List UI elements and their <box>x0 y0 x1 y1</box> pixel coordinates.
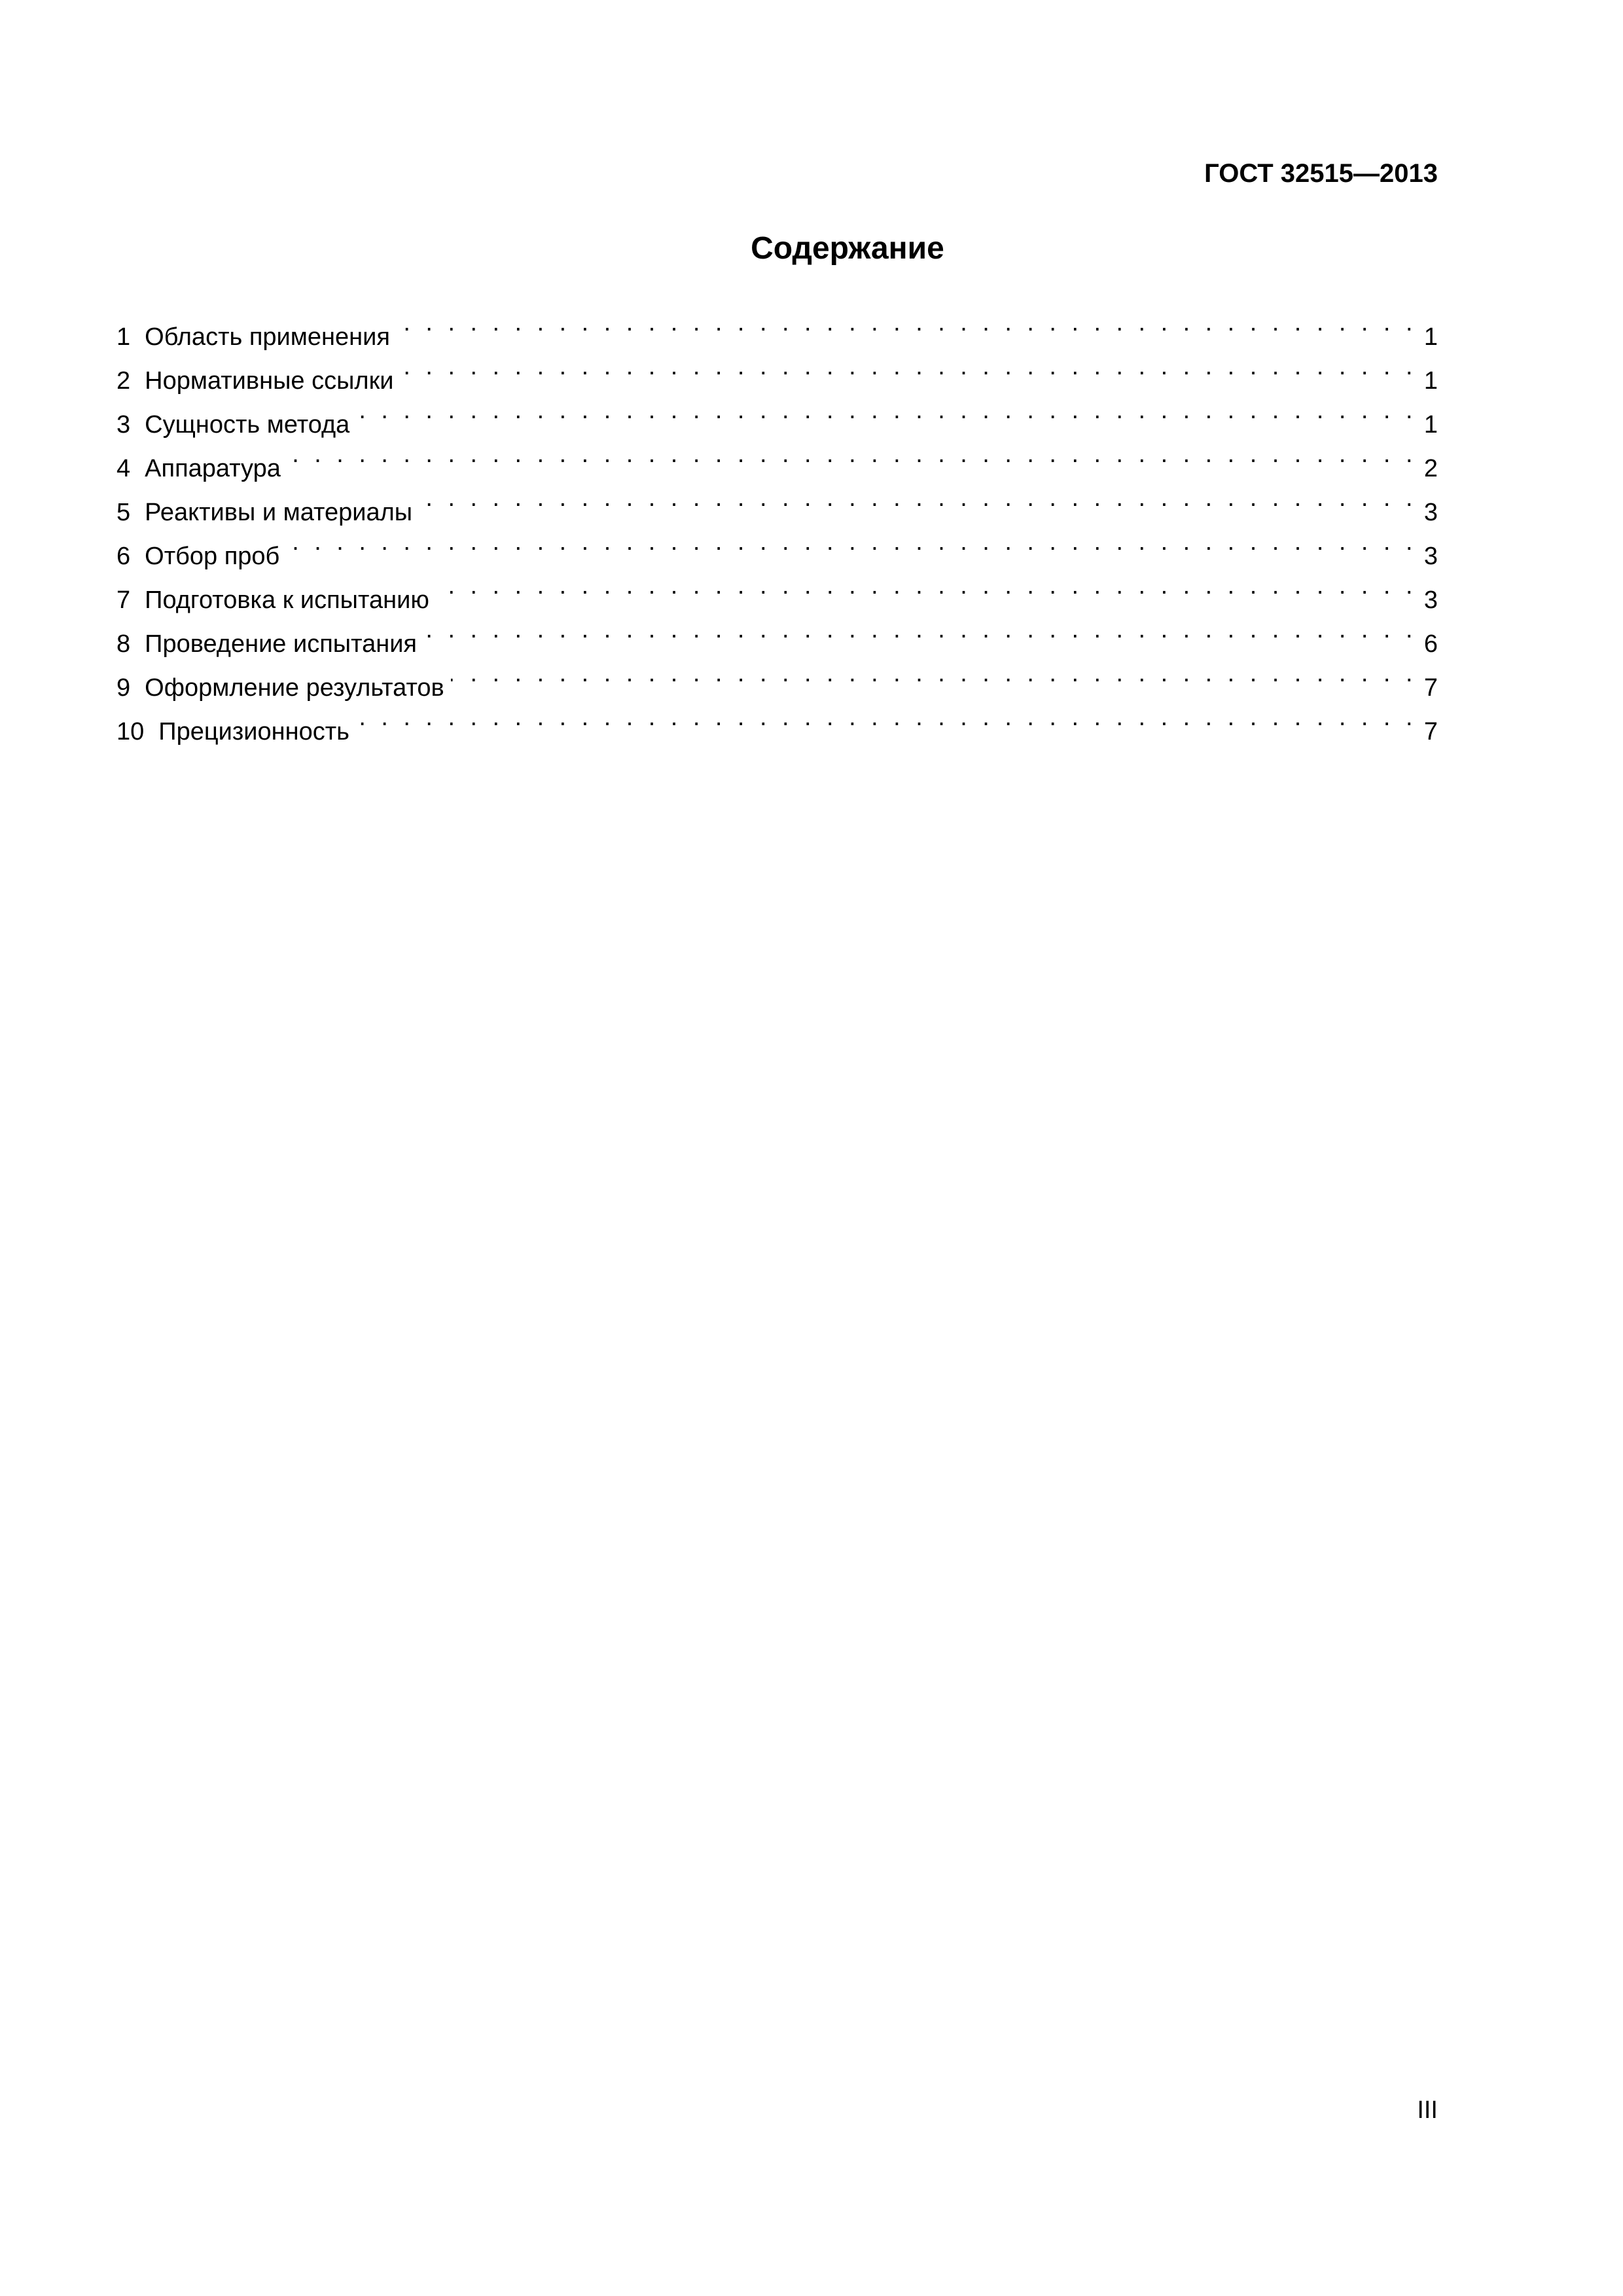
toc-dot-leader <box>287 433 1417 476</box>
toc-dot-leader <box>419 476 1417 520</box>
toc-dot-leader <box>436 564 1417 608</box>
toc-item-title: Сущность метода <box>145 411 350 439</box>
document-code: ГОСТ 32515—2013 <box>1204 159 1438 188</box>
toc-item[interactable] <box>116 520 1438 570</box>
toc-item-title: Область применения <box>145 323 390 351</box>
toc-title: Содержание <box>751 231 944 266</box>
page-number: III <box>1417 2096 1438 2124</box>
toc-item-title: Подготовка к испытанию <box>145 586 429 614</box>
toc-item-page: 2 <box>1423 455 1438 482</box>
toc-item-title: Проведение испытания <box>145 630 418 658</box>
toc-item-page: 3 <box>1423 543 1438 570</box>
toc-item-page: 7 <box>1423 718 1438 745</box>
toc-dot-leader <box>286 520 1417 564</box>
toc-item-title: Аппаратура <box>145 455 281 482</box>
toc-item-page: 3 <box>1423 499 1438 526</box>
toc-item-number: 10 <box>116 718 145 745</box>
toc-item-page: 1 <box>1423 323 1438 351</box>
toc-item-title: Прецизионность <box>158 718 349 745</box>
toc-dot-leader <box>400 345 1417 389</box>
toc-item[interactable] <box>116 433 1438 482</box>
toc-item[interactable] <box>116 476 1438 526</box>
toc-dot-leader <box>423 608 1417 652</box>
toc-item-number: 8 <box>116 630 131 658</box>
toc-item[interactable] <box>116 564 1438 614</box>
toc-item-title: Отбор проб <box>145 543 280 570</box>
toc-item-number: 7 <box>116 586 131 614</box>
toc-item-number: 4 <box>116 455 131 482</box>
toc-item-title: Оформление результатов <box>145 674 444 702</box>
toc-item-number: 9 <box>116 674 131 702</box>
toc-dot-leader <box>356 389 1417 433</box>
toc-item-number: 2 <box>116 367 131 395</box>
toc-item-page: 3 <box>1423 586 1438 614</box>
toc-item-title: Реактивы и материалы <box>145 499 413 526</box>
toc-item-number: 5 <box>116 499 131 526</box>
toc-item-page: 7 <box>1423 674 1438 702</box>
toc-item-title: Нормативные ссылки <box>145 367 394 395</box>
table-of-contents <box>116 301 1438 745</box>
toc-item[interactable] <box>116 301 1438 351</box>
toc-dot-leader <box>451 652 1417 696</box>
toc-item-page: 1 <box>1423 411 1438 439</box>
toc-dot-leader <box>397 301 1417 345</box>
toc-item-number: 3 <box>116 411 131 439</box>
toc-item-page: 6 <box>1423 630 1438 658</box>
toc-item-page: 1 <box>1423 367 1438 395</box>
toc-dot-leader <box>356 696 1417 740</box>
toc-item-number: 6 <box>116 543 131 570</box>
toc-item-number: 1 <box>116 323 131 351</box>
